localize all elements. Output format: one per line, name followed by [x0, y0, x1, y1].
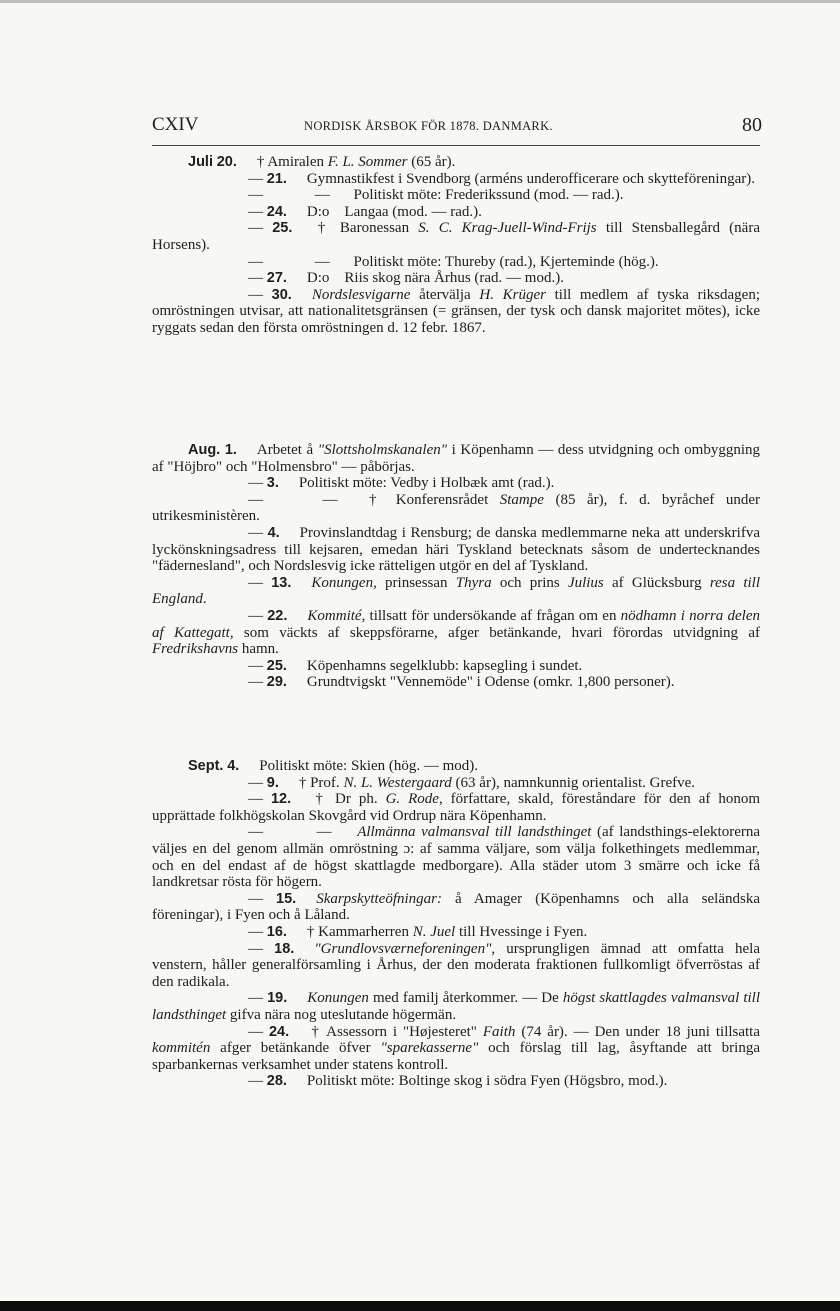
dash: —: [248, 791, 263, 808]
entry-text: afger betänkande öfver: [210, 1040, 381, 1057]
running-title: NORDISK ÅRSBOK FÖR 1878. DANMARK.: [304, 119, 553, 133]
person-name: N. Juel: [412, 923, 456, 940]
july-25-b: [152, 254, 760, 271]
person-name: Faith: [482, 1023, 516, 1040]
entry-text: Politiskt möte: Boltinge skog i södra Fyen (Högsbro, mod.).: [306, 1073, 668, 1090]
entry-text: Köpenhamns segelklubb: kapsegling i sundet.: [306, 657, 583, 674]
italic-term: kommitén: [152, 1040, 211, 1057]
dash: —: [248, 607, 263, 624]
aug-3: [152, 475, 760, 492]
italic-term: "Slottsholmskanalen": [317, 442, 448, 458]
header-rule: [152, 145, 760, 146]
day-number: 27.: [266, 270, 287, 287]
dash: —: [248, 170, 263, 187]
month-label: Aug.: [188, 442, 221, 458]
dash: —: [248, 1023, 263, 1040]
italic-term: resa till England: [152, 574, 760, 608]
italic-term: Allmänna valmansval till landsthinget: [357, 824, 592, 841]
day-number: 19.: [267, 990, 288, 1007]
entry-text: Gymnastikfest i Svendborg (arméns underofficerare och skytteföreningar).: [306, 170, 755, 187]
person-name: Stampe: [499, 491, 544, 508]
dash: —: [248, 824, 263, 841]
italic-term: Konungen: [307, 990, 369, 1007]
italic-term: "sparekasserne": [380, 1040, 479, 1057]
aug-4: [152, 525, 760, 575]
entry-text: .: [202, 591, 207, 608]
sept-9: [152, 775, 760, 792]
entry-text: , ursprungligen ämnad att omfatta hela venstern, håller generalförsamling i Århus, der den moderata fraktionen fullkomligt öfverröstas af den radikala.: [152, 940, 761, 990]
entry-text: Politiskt möte: Vedby i Holbæk amt (rad.).: [298, 475, 555, 492]
page-number: 80: [742, 114, 762, 136]
entry-text: † Kammarherren: [306, 923, 413, 940]
italic-term: Fredrikshavns: [152, 641, 239, 658]
july-21: [152, 171, 760, 188]
day-number: 22.: [267, 607, 288, 624]
entry-text: Provinslandtdag i Rensburg; de danska medlemmarne neka att underskrifva lyckönskningsadress till kejsaren, emedan häri Tyskland betecknats såsom de undertecknandes "fädernesland", och Nordslesvig icke rätteligen utgör en del af Tyskland.: [152, 524, 760, 575]
italic-term: "Grundlovsværneforeningen": [314, 940, 492, 957]
dash: —: [248, 1073, 263, 1090]
aug-3-b: [152, 492, 760, 525]
entry-text: Politiskt möte: Skien (hög. — mod).: [259, 758, 479, 774]
entry-text: (63 år), namnkunnig orientalist. Grefve.: [451, 774, 696, 791]
entry-text: och förslag till lag, åsyftande att bringa sparbankernas verksamhet under statens kontroll.: [152, 1040, 760, 1073]
entry-text: D:o Langaa (mod. — rad.).: [306, 203, 482, 220]
entry-text: (af landsthings-elektorerna väljes en del genom allmän omröstning ɔ: af samma väljare, som välja folkethingets medlemmar, och en del endast af de högst skattlagde medborgare). Alla städer utom 3 smärre och icke få landkretsar rösta för högern.: [152, 824, 761, 891]
entry-text: och prins: [491, 574, 568, 591]
person-name: G. Rode: [385, 791, 439, 808]
day-number: 9.: [266, 774, 279, 791]
bottom-scan-edge: [0, 1301, 840, 1311]
dash: —: [322, 491, 338, 508]
entry-text: (65 år).: [407, 154, 456, 170]
entry-text: D:o Riis skog nära Århus (rad. — mod.).: [306, 270, 564, 287]
dash: —: [248, 657, 263, 674]
section-roman-numeral: CXIV: [152, 114, 199, 135]
entry-text: i Köpenhamn — dess utvidgning och ombyggning af "Höjbro" och "Holmensbro" — påbörjas.: [152, 442, 761, 475]
dash: —: [314, 253, 330, 270]
italic-term: Skarpskytteöfningar:: [316, 890, 442, 907]
dash: —: [248, 774, 263, 791]
day-number: 13.: [271, 574, 292, 591]
july-25: [152, 220, 760, 253]
dash: —: [248, 220, 263, 237]
person-name: S. C. Krag-Juell-Wind-Frijs: [418, 220, 597, 237]
sept-16: [152, 924, 760, 941]
day-number: 21.: [266, 170, 287, 187]
day-number: 15.: [276, 890, 297, 907]
day-number: 25.: [272, 220, 293, 237]
dash: —: [248, 940, 263, 957]
sept-19: [152, 990, 760, 1023]
top-scan-edge: [0, 0, 840, 3]
dash: —: [248, 203, 263, 220]
person-name: Julius: [567, 574, 604, 591]
day-number: 4.: [267, 524, 280, 541]
aug-29: [152, 674, 760, 691]
july-21-b: [152, 187, 760, 204]
aug-13: [152, 575, 760, 608]
day-number: 28.: [266, 1073, 287, 1090]
italic-term: Konungen: [311, 574, 374, 591]
entry-text: , författare, skald, föreståndare för den af honom upprättade folkhögskolan Skovgård vid Ordrup nära Köpenhamn.: [152, 791, 761, 824]
dash: —: [314, 187, 330, 204]
entry-text: (74 år). — Den under 18 juni tillsatta: [515, 1023, 761, 1040]
entry-text: † Prof.: [298, 774, 344, 791]
entry-text: af Glücksburg: [603, 574, 710, 591]
july-30: [152, 287, 760, 337]
day-number: 1.: [224, 442, 237, 458]
day-number: 12.: [270, 791, 292, 808]
aug-25: [152, 658, 760, 675]
aug-1: [152, 442, 760, 475]
day-number: 24.: [266, 203, 287, 220]
day-number: 18.: [274, 940, 295, 957]
dash: —: [248, 574, 263, 591]
entry-text: (85 år), f. d. byråchef under utrikesministèren.: [152, 491, 760, 525]
month-label: Sept.: [188, 758, 224, 774]
dash: —: [248, 475, 263, 492]
dash: —: [248, 923, 263, 940]
italic-term: nödhamn i norra delen af Kattegatt: [152, 607, 760, 641]
entry-text: † Dr ph.: [311, 791, 386, 808]
dash: —: [316, 824, 332, 841]
italic-term: Nordslesvigarne: [311, 286, 411, 303]
aug-22: [152, 608, 760, 658]
sept-4: [152, 758, 760, 775]
italic-term: högst skattlagdes valmansval till landsthinget: [152, 990, 760, 1023]
dash: —: [248, 187, 263, 204]
page-header: [152, 114, 762, 140]
entry-text: hamn.: [238, 641, 279, 658]
entry-text: gifva nära nog uteslutande högermän.: [226, 1006, 457, 1023]
entry-text: Politiskt möte: Frederikssund (mod. — rad.).: [353, 187, 624, 204]
july-20: [152, 154, 760, 171]
sept-12-b: [152, 824, 760, 890]
month-label: Juli: [188, 154, 213, 170]
italic-term: Kommité: [307, 607, 362, 624]
person-name: F. L. Sommer: [327, 154, 408, 170]
entry-text: † Konferensrådet: [369, 491, 500, 508]
day-number: 25.: [266, 657, 287, 674]
day-number: 29.: [266, 674, 287, 691]
sept-15: [152, 891, 760, 924]
person-name: N. L. Westergaard: [343, 774, 452, 791]
dash: —: [248, 674, 263, 691]
july-27: [152, 270, 760, 287]
dash: —: [248, 491, 263, 508]
dash: —: [248, 253, 263, 270]
day-number: 24.: [268, 1023, 290, 1040]
section-july: [152, 154, 760, 337]
sept-28: [152, 1073, 760, 1090]
person-name: H. Krüger: [479, 286, 546, 303]
entry-text: å Amager (Köpenhamns och alla seländska föreningar), i Fyen och å Låland.: [152, 890, 760, 924]
section-august: [152, 442, 760, 691]
person-name: Thyra: [455, 574, 492, 591]
entry-text: till Hvessinge i Fyen.: [455, 923, 588, 940]
entry-text: † Amiralen: [256, 154, 328, 170]
dash: —: [248, 286, 263, 303]
entry-text: Politiskt möte: Thureby (rad.), Kjerteminde (hög.).: [353, 253, 659, 270]
dash: —: [248, 990, 263, 1007]
entry-text: † Baronessan: [312, 220, 419, 237]
entry-text: återvälja: [410, 286, 480, 303]
entry-text: , tillsatt för undersökande af frågan om en: [361, 607, 621, 624]
day-number: 3.: [266, 475, 279, 492]
entry-text: † Assessorn i "Højesteret": [309, 1023, 483, 1040]
day-number: 16.: [266, 923, 287, 940]
entry-text: , prinsessan: [373, 574, 456, 591]
sept-12: [152, 791, 760, 824]
july-24: [152, 204, 760, 221]
day-number: 20.: [216, 154, 237, 170]
sept-18: [152, 941, 760, 991]
dash: —: [248, 890, 263, 907]
sept-24: [152, 1024, 760, 1074]
entry-text: till medlem af tyska riksdagen; omröstningen utvisar, att nationalitetsgränsen (= gränsen, der tysk och dansk majoritet mötes), icke ryggats sedan den första omröstningen d. 12 febr. 1867.: [152, 286, 760, 336]
entry-text: med familj återkommer. — De: [368, 990, 563, 1007]
entry-text: till Stensballegård (nära Horsens).: [152, 220, 760, 253]
section-september: [152, 758, 760, 1090]
entry-text: Grundtvigskt "Vennemöde" i Odense (omkr. 1,800 personer).: [306, 674, 675, 691]
dash: —: [248, 524, 263, 541]
day-number: 4.: [227, 758, 240, 774]
dash: —: [248, 270, 263, 287]
entry-text: Arbetet å: [256, 442, 318, 458]
day-number: 30.: [271, 286, 292, 303]
entry-text: , som väckts af skeppsförarne, afger betänkande, hvari förordas utvidgning af: [229, 624, 761, 641]
